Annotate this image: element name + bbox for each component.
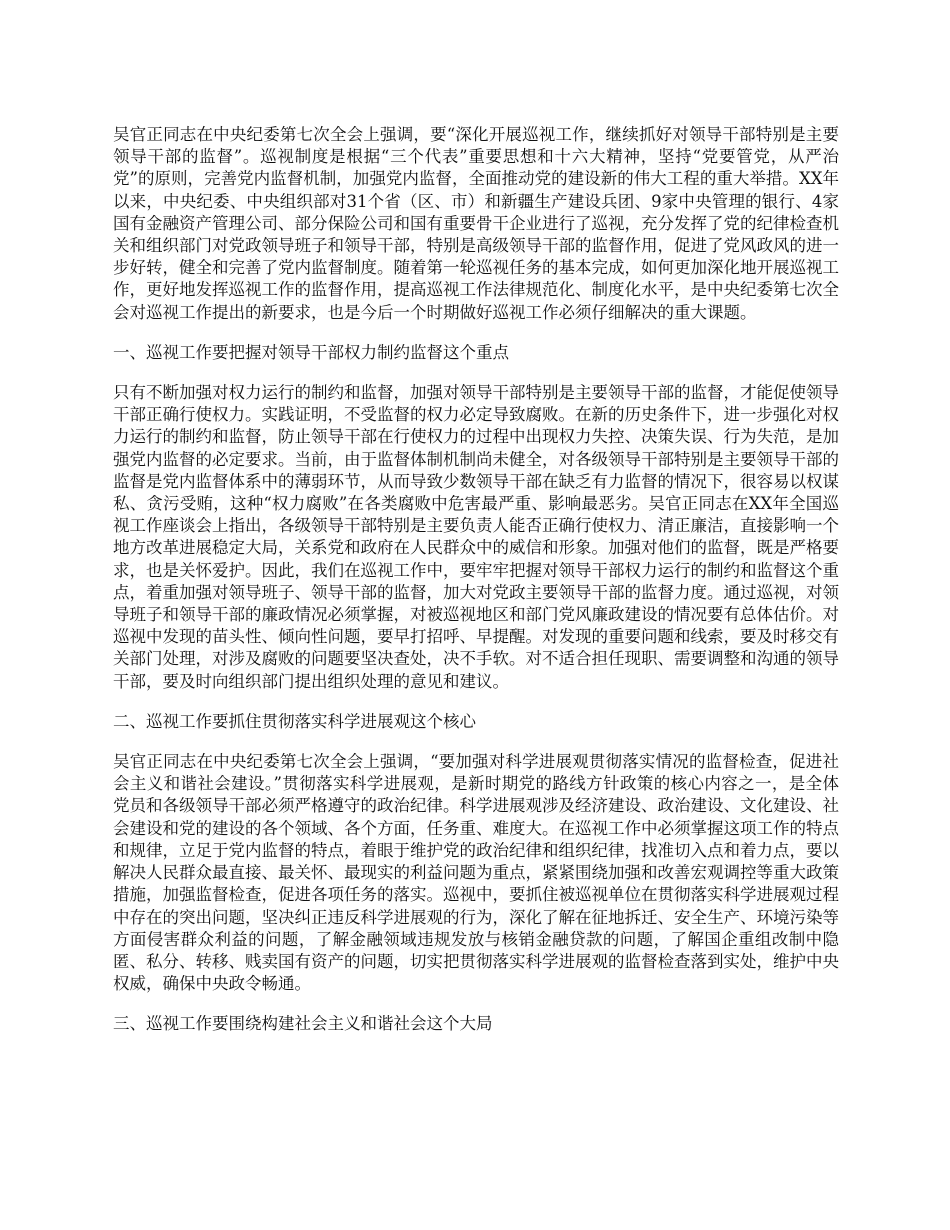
document-body xyxy=(113,124,839,1054)
section-1-paragraph: 只有不断加强对权力运行的制约和监督，加强对领导干部特别是主要领导干部的监督，才能促使领导干部正确行使权力。实践证明，不受监督的权力必定导致腐败。在新的历史条件下，进一步强化对权力运行的制约和监督，防止领导干部在行使权力的过程中出现权力失控、决策失误、行为失范，是加强党内监督的必定要求。当前，由于监督体制机制尚未健全，对各级领导干部特别是主要领导干部的监督是党内监督体系中的薄弱环节，从而导致少数领导干部在缺乏有力监督的情况下，很容易以权谋私、贪污受贿，这种“权力腐败”在各类腐败中危害最严重、影响最恶劣。吴官正同志在XX年全国巡视工作座谈会上指出，各级领导干部特别是主要负责人能否正确行使权力、清正廉洁，直接影响一个地方改革进展稳定大局，关系党和政府在人民群众中的威信和形象。加强对他们的监督，既是严格要求，也是关怀爱护。因此，我们在巡视工作中，要牢牢把握对领导干部权力运行的制约和监督这个重点，着重加强对领导班子、领导干部的监督，加大对党政主要领导干部的监督力度。通过巡视，对领导班子和领导干部的廉政情况必须掌握，对被巡视地区和部门党风廉政建设的情况要有总体估价。对巡视中发现的苗头性、倾向性问题，要早打招呼、早提醒。对发现的重要问题和线索，要及时移交有关部门处理，对涉及腐败的问题要坚决查处，决不手软。对不适合担任现职、需要调整和沟通的领导干部，要及时向组织部门提出组织处理的意见和建议。 xyxy=(113,383,839,691)
intro-paragraph: 吴官正同志在中央纪委第七次全会上强调，要“深化开展巡视工作，继续抓好对领导干部特别是主要领导干部的监督”。巡视制度是根据“三个代表”重要思想和十六大精神，坚持“党要管党，从严治党”的原则，完善党内监督机制，加强党内监督，全面推动党的建设新的伟大工程的重大举措。XX年以来，中央纪委、中央组织部对31个省（区、市）和新疆生产建设兵团、9家中央管理的银行、4家国有金融资产管理公司、部分保险公司和国有重要骨干企业进行了巡视，充分发挥了党的纪律检查机关和组织部门对党政领导班子和领导干部，特别是高级领导干部的监督作用，促进了党风政风的进一步好转，健全和完善了党内监督制度。随着第一轮巡视任务的基本完成，如何更加深化地开展巡视工作，更好地发挥巡视工作的监督作用，提高巡视工作法律规范化、制度化水平，是中央纪委第七次全会对巡视工作提出的新要求，也是今后一个时期做好巡视工作必须仔细解决的重大课题。 xyxy=(113,125,839,322)
section-heading-2: 二、巡视工作要抓住贯彻落实科学进展观这个核心 xyxy=(113,711,476,731)
section-heading-1: 一、巡视工作要把握对领导干部权力制约监督这个重点 xyxy=(113,342,509,362)
section-2-paragraph: 吴官正同志在中央纪委第七次全会上强调，“要加强对科学进展观贯彻落实情况的监督检查，促进社会主义和谐社会建设。”贯彻落实科学进展观，是新时期党的路线方针政策的核心内容之一，是全体党员和各级领导干部必须严格遵守的政治纪律。科学进展观涉及经济建设、政治建设、文化建设、社会建设和党的建设的各个领域、各个方面，任务重、难度大。在巡视工作中必须掌握这项工作的特点和规律，立足于党内监督的特点，着眼于维护党的政治纪律和组织纪律，找准切入点和着力点，要以解决人民群众最直接、最关怀、最现实的利益问题为重点，紧紧围绕加强和改善宏观调控等重大政策措施，加强监督检查，促进各项任务的落实。巡视中，要抓住被巡视单位在贯彻落实科学进展观过程中存在的突出问题，坚决纠正违反科学进展观的行为，深化了解在征地拆迁、安全生产、环境污染等方面侵害群众利益的问题，了解金融领域违规发放与核销金融贷款的问题，了解国企重组改制中隐匿、私分、转移、贱卖国有资产的问题，切实把贯彻落实科学进展观的监督检查落到实处，维护中央权威，确保中央政令畅通。 xyxy=(113,752,839,994)
section-heading-3: 三、巡视工作要围绕构建社会主义和谐社会这个大局 xyxy=(113,1014,493,1034)
